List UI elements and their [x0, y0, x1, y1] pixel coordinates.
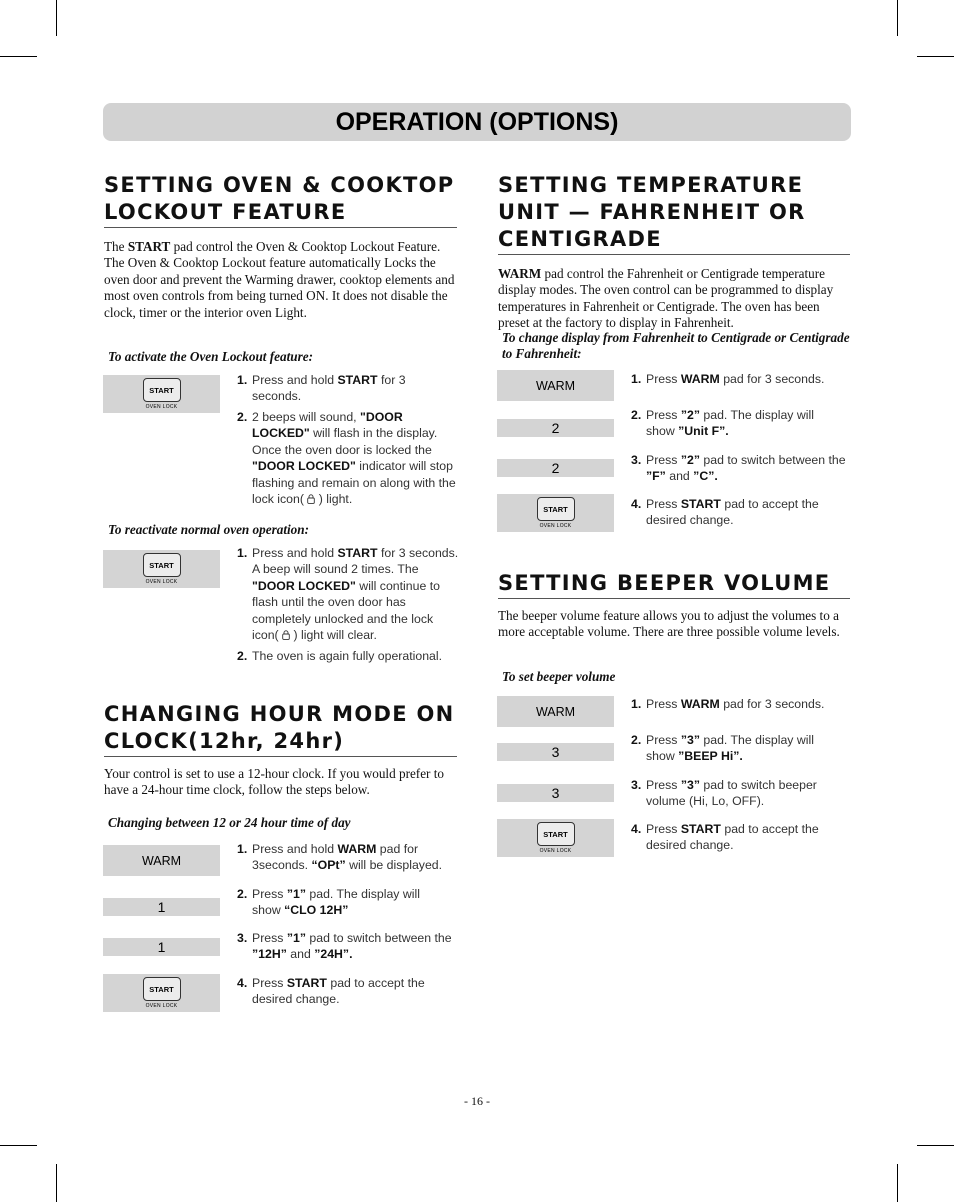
- number-pad-1[interactable]: 1: [103, 898, 220, 916]
- start-pad[interactable]: [497, 819, 614, 857]
- start-pad[interactable]: [103, 974, 220, 1012]
- hourmode-step-1: 1. Press and hold WARM pad for 3seconds. “OPt” will be displayed.: [237, 842, 443, 873]
- hourmode-intro: Your control is set to use a 12-hour clock. If you would prefer to have a 24-hour time clock, follow the steps below.: [104, 766, 445, 798]
- beeper-intro: The beeper volume feature allows you to adjust the volumes to a more acceptable volume. There are three possible volume levels.: [498, 608, 840, 640]
- lock-icon: [282, 630, 290, 640]
- crop-mark: [897, 1164, 898, 1202]
- reactivate-title: To reactivate normal oven operation:: [108, 522, 309, 537]
- warm-pad[interactable]: WARM: [497, 370, 614, 401]
- beeper-subtitle: To set beeper volume: [502, 669, 616, 684]
- number-pad-3[interactable]: 3: [497, 784, 614, 802]
- number-pad-2[interactable]: 2: [497, 459, 614, 477]
- reactivate-step-2: 2. The oven is again fully operational.: [237, 649, 443, 663]
- lockout-heading: SETTING OVEN & COOKTOP LOCKOUT FEATURE: [104, 172, 457, 228]
- reactivate-step-1: 1. Press and hold START for 3 seconds. A beep will sound 2 times. The "DOOR LOCKED" will continue to flash until the oven door has completely unlocked and the lock icon( ) light will clear.: [237, 546, 459, 643]
- crop-mark: [56, 0, 57, 36]
- beeper-step-4: 4. Press START pad to accept the desired change.: [631, 822, 819, 853]
- tempunit-section: [498, 172, 850, 332]
- crop-mark: [917, 1145, 954, 1146]
- warm-pad[interactable]: WARM: [497, 696, 614, 727]
- crop-mark: [917, 56, 954, 57]
- start-key-label: START: [143, 553, 181, 577]
- tempunit-subtitle: To change display from Fahrenheit to Centigrade or Centigrade to Fahrenheit:: [502, 330, 850, 362]
- tempunit-step-1: 1. Press WARM pad for 3 seconds.: [631, 372, 825, 386]
- start-key-label: START: [537, 822, 575, 846]
- tempunit-intro: WARM pad control the Fahrenheit or Centigrade temperature display modes. The oven control can be programmed to display temperatures in Fahrenheit or Centigrade. The oven has been preset at the factory to display in Fahrenheit.: [498, 266, 834, 331]
- activate-title: To activate the Oven Lockout feature:: [108, 349, 313, 364]
- hourmode-step-2: 2. Press ”1” pad. The display will show “CLO 12H”: [237, 887, 420, 918]
- beeper-section: [498, 570, 850, 641]
- page-number: - 16 -: [464, 1094, 490, 1108]
- crop-mark: [897, 0, 898, 36]
- tempunit-step-4: 4. Press START pad to accept the desired change.: [631, 497, 819, 528]
- activate-step-1: 1. Press and hold START for 3 seconds.: [237, 373, 406, 404]
- hourmode-step-3: 3. Press ”1” pad to switch between the ”12H” and ”24H”.: [237, 931, 452, 962]
- beeper-step-3: 3. Press ”3” pad to switch beeper volume (Hi, Lo, OFF).: [631, 778, 817, 809]
- start-pad[interactable]: [103, 550, 220, 588]
- start-key-label: START: [143, 378, 181, 402]
- hourmode-heading: CHANGING HOUR MODE ON CLOCK(12hr, 24hr): [104, 701, 457, 757]
- crop-mark: [0, 56, 37, 57]
- beeper-step-2: 2. Press ”3” pad. The display will show ”BEEP Hi”.: [631, 733, 814, 764]
- lockout-intro: The START pad control the Oven & Cooktop Lockout Feature. The Oven & Cooktop Lockout feature automatically Locks the oven door and prevent the Warming drawer, cooktop elements and most oven controls from being turned ON. It does not disable the clock, timer or the interior oven Light.: [104, 239, 455, 320]
- crop-mark: [56, 1164, 57, 1202]
- beeper-step-1: 1. Press WARM pad for 3 seconds.: [631, 697, 825, 711]
- lockout-section: [104, 172, 457, 321]
- number-pad-2[interactable]: 2: [497, 419, 614, 437]
- activate-step-2: 2. 2 beeps will sound, "DOOR LOCKED" will flash in the display. Once the oven door is locked the "DOOR LOCKED" indicator will stop flashing and remain on along with the lock icon( ) light.: [237, 410, 456, 507]
- number-pad-1[interactable]: 1: [103, 938, 220, 956]
- warm-pad[interactable]: WARM: [103, 845, 220, 876]
- hourmode-section: [104, 701, 457, 799]
- page-title: OPERATION (OPTIONS): [103, 103, 851, 141]
- start-pad[interactable]: [103, 375, 220, 413]
- number-pad-3[interactable]: 3: [497, 743, 614, 761]
- tempunit-step-2: 2. Press ”2” pad. The display will show ”Unit F”.: [631, 408, 814, 439]
- oven-lock-caption: OVEN LOCK: [539, 523, 572, 529]
- crop-mark: [0, 1145, 37, 1146]
- oven-lock-caption: OVEN LOCK: [145, 1003, 178, 1009]
- start-key-label: START: [143, 977, 181, 1001]
- start-key-label: START: [537, 497, 575, 521]
- hourmode-subtitle: Changing between 12 or 24 hour time of day: [108, 815, 351, 830]
- tempunit-step-3: 3. Press ”2” pad to switch between the ”F” and ”C”.: [631, 453, 846, 484]
- hourmode-step-4: 4. Press START pad to accept the desired change.: [237, 976, 425, 1007]
- tempunit-heading: SETTING TEMPERATURE UNIT — FAHRENHEIT OR CENTIGRADE: [498, 172, 850, 255]
- oven-lock-caption: OVEN LOCK: [539, 848, 572, 854]
- oven-lock-caption: OVEN LOCK: [145, 579, 178, 585]
- start-pad[interactable]: [497, 494, 614, 532]
- oven-lock-caption: OVEN LOCK: [145, 404, 178, 410]
- beeper-heading: SETTING BEEPER VOLUME: [498, 570, 850, 599]
